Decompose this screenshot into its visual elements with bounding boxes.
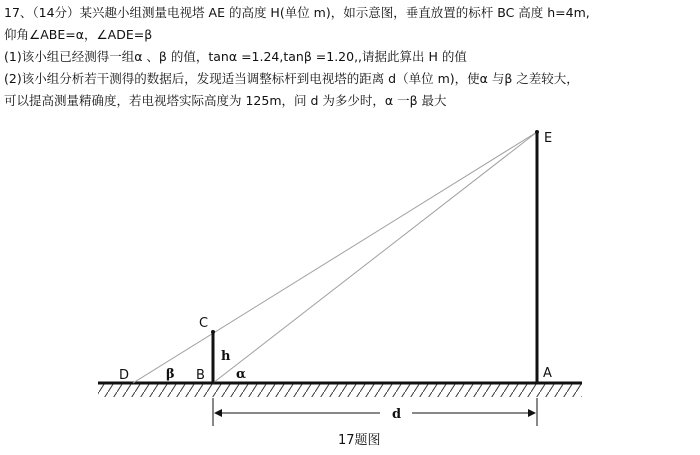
sight-line-d-e <box>133 132 537 383</box>
label-h: h <box>221 349 231 364</box>
problem-line-3: (1)该小组已经测得一组α 、β 的值，tanα =1.24,tanβ =1.20,,请据此算出 H 的值 <box>4 49 467 64</box>
problem-line-5: 可以提高测量精确度，若电视塔实际高度为 125m，问 d 为多少时，α 一β 最大 <box>4 93 447 108</box>
figure-caption: 17题图 <box>338 433 381 448</box>
point-label-c: C <box>199 316 209 331</box>
label-beta: β <box>166 367 175 382</box>
problem-line-2: 仰角∠ABE=α，∠ADE=β <box>4 27 153 42</box>
sight-line-b-e <box>213 132 537 383</box>
point-label-e: E <box>544 131 553 146</box>
point-label-a: A <box>543 366 552 381</box>
ground-hatching <box>98 383 582 397</box>
point-label-b: B <box>196 368 205 383</box>
label-alpha: α <box>236 367 247 382</box>
problem-line-4: (2)该小组分析若干测得的数据后，发现适当调整标杆到电视塔的距离 d（单位 m)，使α 与β 之差较大， <box>4 71 579 86</box>
point-c-dot <box>211 330 215 334</box>
point-label-d: D <box>119 368 130 383</box>
point-e-dot <box>535 130 539 134</box>
label-d: d <box>392 407 402 422</box>
problem-line-1: 17、（14分）某兴趣小组测量电视塔 AE 的高度 H(单位 m)，如示意图，垂直放置的标杆 BC 高度 h=4m, <box>4 5 590 20</box>
